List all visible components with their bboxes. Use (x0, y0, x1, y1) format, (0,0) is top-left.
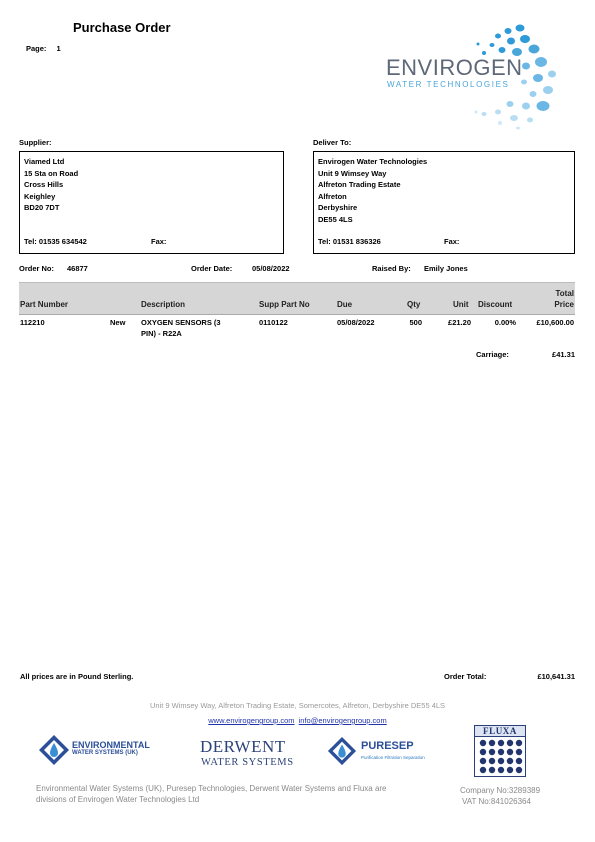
deliver-to-tel: Tel: 01531 836326 (318, 237, 381, 246)
col-description: Description (141, 300, 186, 309)
ews-name: ENVIRONMENTAL (72, 740, 150, 750)
page-indicator (26, 44, 61, 53)
carriage-label: Carriage: (476, 350, 509, 359)
row-part-number: 112210 (20, 318, 45, 327)
fluxa-frame (474, 725, 526, 777)
raised-by-value: Emily Jones (424, 264, 468, 273)
supplier-line: 15 Sta on Road (24, 168, 79, 178)
page-label: Page: (26, 44, 47, 53)
company-details (460, 785, 540, 807)
derwent-subname: WATER SYSTEMS (201, 757, 294, 768)
logo-tagline: WATER TECHNOLOGIES (387, 80, 510, 89)
divisions-line1: Environmental Water Systems (UK), Puresep Technologies, Derwent Water Systems and Fluxa are (36, 784, 387, 793)
col-due: Due (337, 300, 353, 309)
col-supp-part-no: Supp Part No (259, 300, 310, 309)
divisions-line2: divisions of Envirogen Water Technologies Ltd (36, 795, 200, 804)
col-total-price-bottom: Price (554, 300, 574, 309)
table-row (19, 318, 575, 342)
deliver-to-label: Deliver To: (313, 138, 352, 147)
row-description-line2: PIN) - R22A (141, 328, 182, 338)
deliver-to-line: Unit 9 Wimsey Way (318, 168, 387, 178)
carriage-value: £41.31 (552, 350, 575, 359)
puresep-diamond-icon (327, 736, 357, 766)
deliver-to-line: DE55 4LS (318, 214, 353, 224)
row-unit: £21.20 (448, 318, 471, 327)
row-qty: 500 (409, 318, 422, 327)
ews-subname: WATER SYSTEMS (UK) (72, 750, 138, 756)
document-title: Purchase Order (73, 20, 171, 35)
order-date-value: 05/08/2022 (252, 264, 290, 273)
deliver-to-address-lines (318, 156, 427, 225)
deliver-to-address-box (313, 151, 575, 254)
supplier-line: Keighley (24, 191, 56, 201)
col-total-price-top: Total (555, 289, 574, 298)
ews-logo (38, 734, 163, 768)
website-link[interactable]: www.envirogengroup.com (208, 716, 295, 725)
col-discount: Discount (478, 300, 513, 309)
supplier-address-lines (24, 156, 78, 214)
vat-number: VAT No:841026364 (462, 797, 531, 806)
fluxa-dots-graphic (475, 737, 525, 777)
puresep-logo (327, 736, 442, 770)
deliver-to-line: Envirogen Water Technologies (318, 157, 428, 166)
deliver-to-line: Derbyshire (318, 203, 358, 212)
divisions-note (36, 783, 456, 805)
company-number: Company No:3289389 (460, 786, 541, 795)
supplier-address-box (19, 151, 284, 254)
supplier-label: Supplier: (19, 138, 52, 147)
envirogen-logo (380, 22, 565, 132)
header-divider (19, 314, 575, 315)
order-no-label: Order No: (19, 264, 55, 273)
deliver-to-fax: Fax: (444, 237, 460, 246)
supplier-line: Viamed Ltd (24, 157, 65, 166)
col-part-number: Part Number (20, 300, 69, 309)
supplier-fax: Fax: (151, 237, 167, 246)
order-total-label: Order Total: (444, 672, 487, 681)
fluxa-name: FLUXA (475, 726, 525, 737)
deliver-to-line: Alfreton (318, 191, 347, 201)
derwent-name: DERWENT (200, 737, 286, 756)
order-no-value: 46877 (67, 264, 88, 273)
order-total-value: £10,641.31 (537, 672, 575, 681)
puresep-name: PURESEP (361, 740, 414, 752)
logo-wordmark: ENVIROGEN (386, 55, 523, 80)
row-total-price: £10,600.00 (536, 318, 574, 327)
row-due: 05/08/2022 (337, 318, 375, 327)
supplier-line: Cross Hills (24, 180, 64, 189)
row-discount: 0.00% (494, 318, 516, 327)
col-qty: Qty (407, 300, 421, 309)
page-number: 1 (56, 44, 61, 53)
fluxa-logo (474, 725, 526, 777)
row-description-line1: OXYGEN SENSORS (3 (141, 318, 221, 327)
supplier-line: BD20 7DT (24, 203, 60, 212)
order-date-label: Order Date: (191, 264, 233, 273)
supplier-tel: Tel: 01535 634542 (24, 237, 87, 246)
email-link[interactable]: info@envirogengroup.com (298, 716, 387, 725)
row-supp-part-no: 0110122 (259, 318, 288, 327)
deliver-to-line: Alfreton Trading Estate (318, 180, 401, 189)
puresep-tagline: Purification Filtration Separation (361, 755, 425, 760)
currency-note: All prices are in Pound Sterling. (20, 672, 134, 681)
raised-by-label: Raised By: (372, 264, 411, 273)
col-unit: Unit (453, 300, 469, 309)
footer-links (0, 716, 595, 725)
ews-diamond-icon (38, 734, 70, 766)
line-items-header (19, 282, 575, 314)
footer-address: Unit 9 Wimsey Way, Alfreton Trading Estate, Somercotes, Alfreton, Derbyshire DE55 4LS (149, 701, 446, 710)
derwent-logo (200, 737, 310, 771)
row-status: New (110, 318, 126, 327)
